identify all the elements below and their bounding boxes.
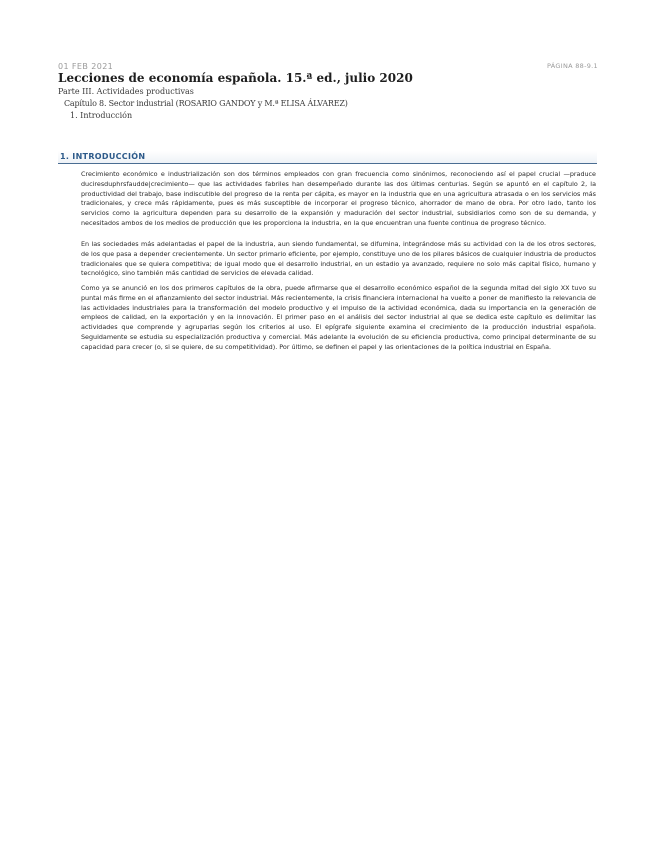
section-heading: [58, 151, 597, 164]
paragraph: Crecimiento económico e industrialización son dos términos empleados con gran frecuencia como sinónimos, reconociendo así el papel crucial —praduce duciresduphrsfaudde|crecimiento— que las actividades fabriles han desempeñado durante las dos últimas centurias. Según se apuntó en el capítulo 2, la productividad del trabajo, base indiscutible del progreso de la renta per cápita, es mayor en la industria que en una agricultura atrasada o en los servicios más tradicionales, y crece más rápidamente, pues es más susceptible de incorporar el progreso técnico, ahorrador de mano de obra. Por otro lado, tanto los servicios como la agricultura dependen para su desarrollo de la expansión y maduración del sector industrial, subsidiarios como son de su demanda, y necesitados ambos de los medios de producción que les proporciona la industria, en la que encuentran una fuente continua de progreso técnico.: [81, 170, 596, 227]
breadcrumb-section[interactable]: 1. Introducción: [70, 111, 133, 120]
document-date: 01 FEB 2021: [58, 62, 114, 71]
breadcrumb-chapter[interactable]: Capítulo 8. Sector industrial (ROSARIO GANDOY y M.ª ELISA ÁLVAREZ): [64, 99, 348, 108]
breadcrumb-part[interactable]: Parte III. Actividades productivas: [58, 87, 194, 96]
section-heading-text: 1. INTRODUCCIÓN: [60, 152, 146, 161]
paragraph: Como ya se anunció en los dos primeros capítulos de la obra, puede afirmarse que el desarrollo económico español de la segunda mitad del siglo XX tuvo su puntal más firme en el afianzamiento del sector industrial. Más recientemente, la crisis financiera internacional ha vuelto a poner de manifiesto la relevancia de las actividades industriales para la transformación del modelo productivo y el impulso de la actividad económica, dada su importancia en la generación de empleos de calidad, en la exportación y en la innovación. El primer paso en el análisis del sector industrial al que se dedica este capítulo es delimitar las actividades que comprende y agruparlas según los criterios al uso. El epígrafe siguiente examina el crecimiento de la producción industrial española. Seguidamente se estudia su especialización productiva y comercial. Más adelante la evolución de su eficiencia productiva, como principal determinante de su capacidad para crecer (o, si se quiere, de su competitividad). Por último, se definen el papel y las orientaciones de la política industrial en España.: [81, 284, 596, 351]
page-reference: PÁGINA 88-9.1: [546, 62, 598, 70]
paragraph: En las sociedades más adelantadas el papel de la industria, aun siendo fundamental, se difumina, integrándose más su actividad con la de los otros sectores, de los que pasa a depender crecientemente. Un sector primario eficiente, por ejemplo, constituye uno de los pilares básicos de cualquier industria de productos tradicionales que se quiera competitiva; de igual modo que el desarrollo industrial, en un estadio ya avanzado, requiere no solo más capital físico, humano y tecnológico, sino también más cantidad de servicios de elevada calidad.: [81, 240, 596, 278]
book-title: Lecciones de economía española. 15.ª ed., julio 2020: [58, 71, 413, 85]
